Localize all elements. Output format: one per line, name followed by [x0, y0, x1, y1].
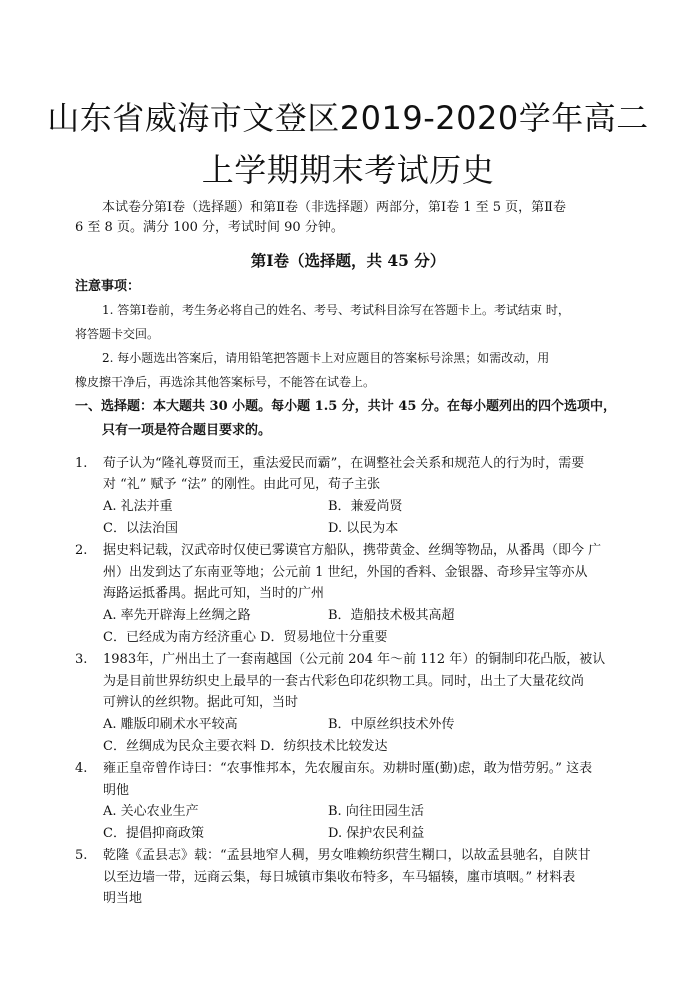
question-4-option-a: A. 关心农业生产	[103, 804, 199, 819]
question-2-line2: 州）出发到达了东南亚等地；公元前 1 世纪，外国的香料、金银器、奇珍异宝等亦从	[103, 565, 588, 580]
question-4-line2: 明他	[103, 783, 130, 798]
question-3-option-a: A. 雕版印刷术水平较高	[103, 717, 238, 732]
exam-title-line1: 山东省威海市文登区2019-2020学年高二	[47, 99, 649, 137]
question-3-option-b: B．中原丝织技术外传	[328, 717, 455, 732]
section-title: 第Ⅰ卷（选择题，共 45 分）	[250, 251, 446, 270]
question-5-line1: 乾隆《孟县志》载：“孟县地窄人稠，男女唯赖纺织营生糊口，以故孟县驰名，自陕甘	[103, 848, 591, 863]
question-4-option-b: B. 向往田园生活	[328, 804, 424, 819]
question-3-option-cd: C．丝绸成为民众主要衣料 D．纺织技术比较发达	[103, 739, 388, 754]
question-2-option-b: B．造船技术极其高超	[328, 608, 455, 623]
part1-line2: 只有一项是符合题目要求的。	[102, 423, 272, 438]
question-4-number: 4.	[75, 761, 88, 776]
intro-line2: 6 至 8 页。满分 100 分，考试时间 90 分钟。	[75, 220, 344, 235]
notice-item1-line2: 将答题卡交回。	[75, 327, 160, 341]
question-5-number: 5.	[75, 848, 88, 863]
question-5-line2: 以至边墙一带，远商云集，每日城镇市集收布特多，车马辐辏，廛市填咽。” 材料表	[103, 870, 576, 885]
question-4-option-d: D. 保护农民利益	[328, 826, 425, 841]
notice-item1-line1: 1. 答第Ⅰ卷前，考生务必将自己的姓名、考号、考试科目涂写在答题卡上。考试结束 时，	[102, 303, 570, 317]
question-3-number: 3.	[75, 652, 88, 667]
notice-item2-line1: 2. 每小题选出答案后，请用铅笔把答题卡上对应题目的答案标号涂黑；如需改动，用	[102, 351, 550, 365]
question-2-line3: 海路运抵番禺。据此可知，当时的广州	[103, 586, 325, 601]
question-1-option-d: D. 以民为本	[328, 521, 399, 536]
question-2-option-cd: C．已经成为南方经济重心 D．贸易地位十分重要	[103, 630, 388, 645]
question-3-line2: 为是目前世界纺织史上最早的一套古代彩色印花织物工具。同时，出土了大量花纹尚	[103, 674, 585, 689]
question-2-number: 2.	[75, 543, 88, 558]
notice-heading: 注意事项：	[75, 279, 141, 294]
question-1-option-a: A. 礼法并重	[103, 499, 173, 514]
question-1-option-c: C．以法治国	[103, 521, 178, 536]
question-3-line1: 1983年，广州出土了一套南越国（公元前 204 年～前 112 年）的铜制印花凸版，被认	[103, 652, 606, 667]
question-3-line3: 可辨认的丝织物。据此可知，当时	[103, 695, 299, 710]
question-1-option-b: B．兼爱尚贤	[328, 499, 403, 514]
part1-line1: 一、选择题：本大题共 30 小题。每小题 1.5 分，共计 45 分。在每小题列出的四个选项中，	[75, 399, 616, 414]
question-2-option-a: A. 率先开辟海上丝绸之路	[103, 608, 251, 623]
question-1-line2: 对 “礼” 赋予 “法” 的刚性。由此可见，荀子主张	[103, 477, 381, 492]
question-4-line1: 雍正皇帝曾作诗曰：“农事惟邦本，先农履亩东。劝耕时厪(勤)虑，敢为惜劳躬。” 这表	[103, 761, 593, 776]
question-1-number: 1.	[75, 456, 88, 471]
question-5-line3: 明当地	[103, 891, 143, 906]
intro-line1: 本试卷分第Ⅰ卷（选择题）和第Ⅱ卷（非选择题）两部分，第Ⅰ卷 1 至 5 页，第Ⅱ卷	[102, 200, 567, 215]
question-1-line1: 荀子认为“隆礼尊贤而王，重法爱民而霸”，在调整社会关系和规范人的行为时，需要	[103, 456, 585, 471]
question-4-option-c: C．提倡抑商政策	[103, 826, 204, 841]
notice-item2-line2: 橡皮擦干净后，再选涂其他答案标号，不能答在试卷上。	[75, 375, 376, 389]
question-2-line1: 据史料记载，汉武帝时仅使已雾谟官方船队，携带黄金、丝绸等物品，从番禺（即今 广	[103, 543, 602, 558]
exam-title-line2: 上学期期末考试历史	[201, 151, 495, 189]
